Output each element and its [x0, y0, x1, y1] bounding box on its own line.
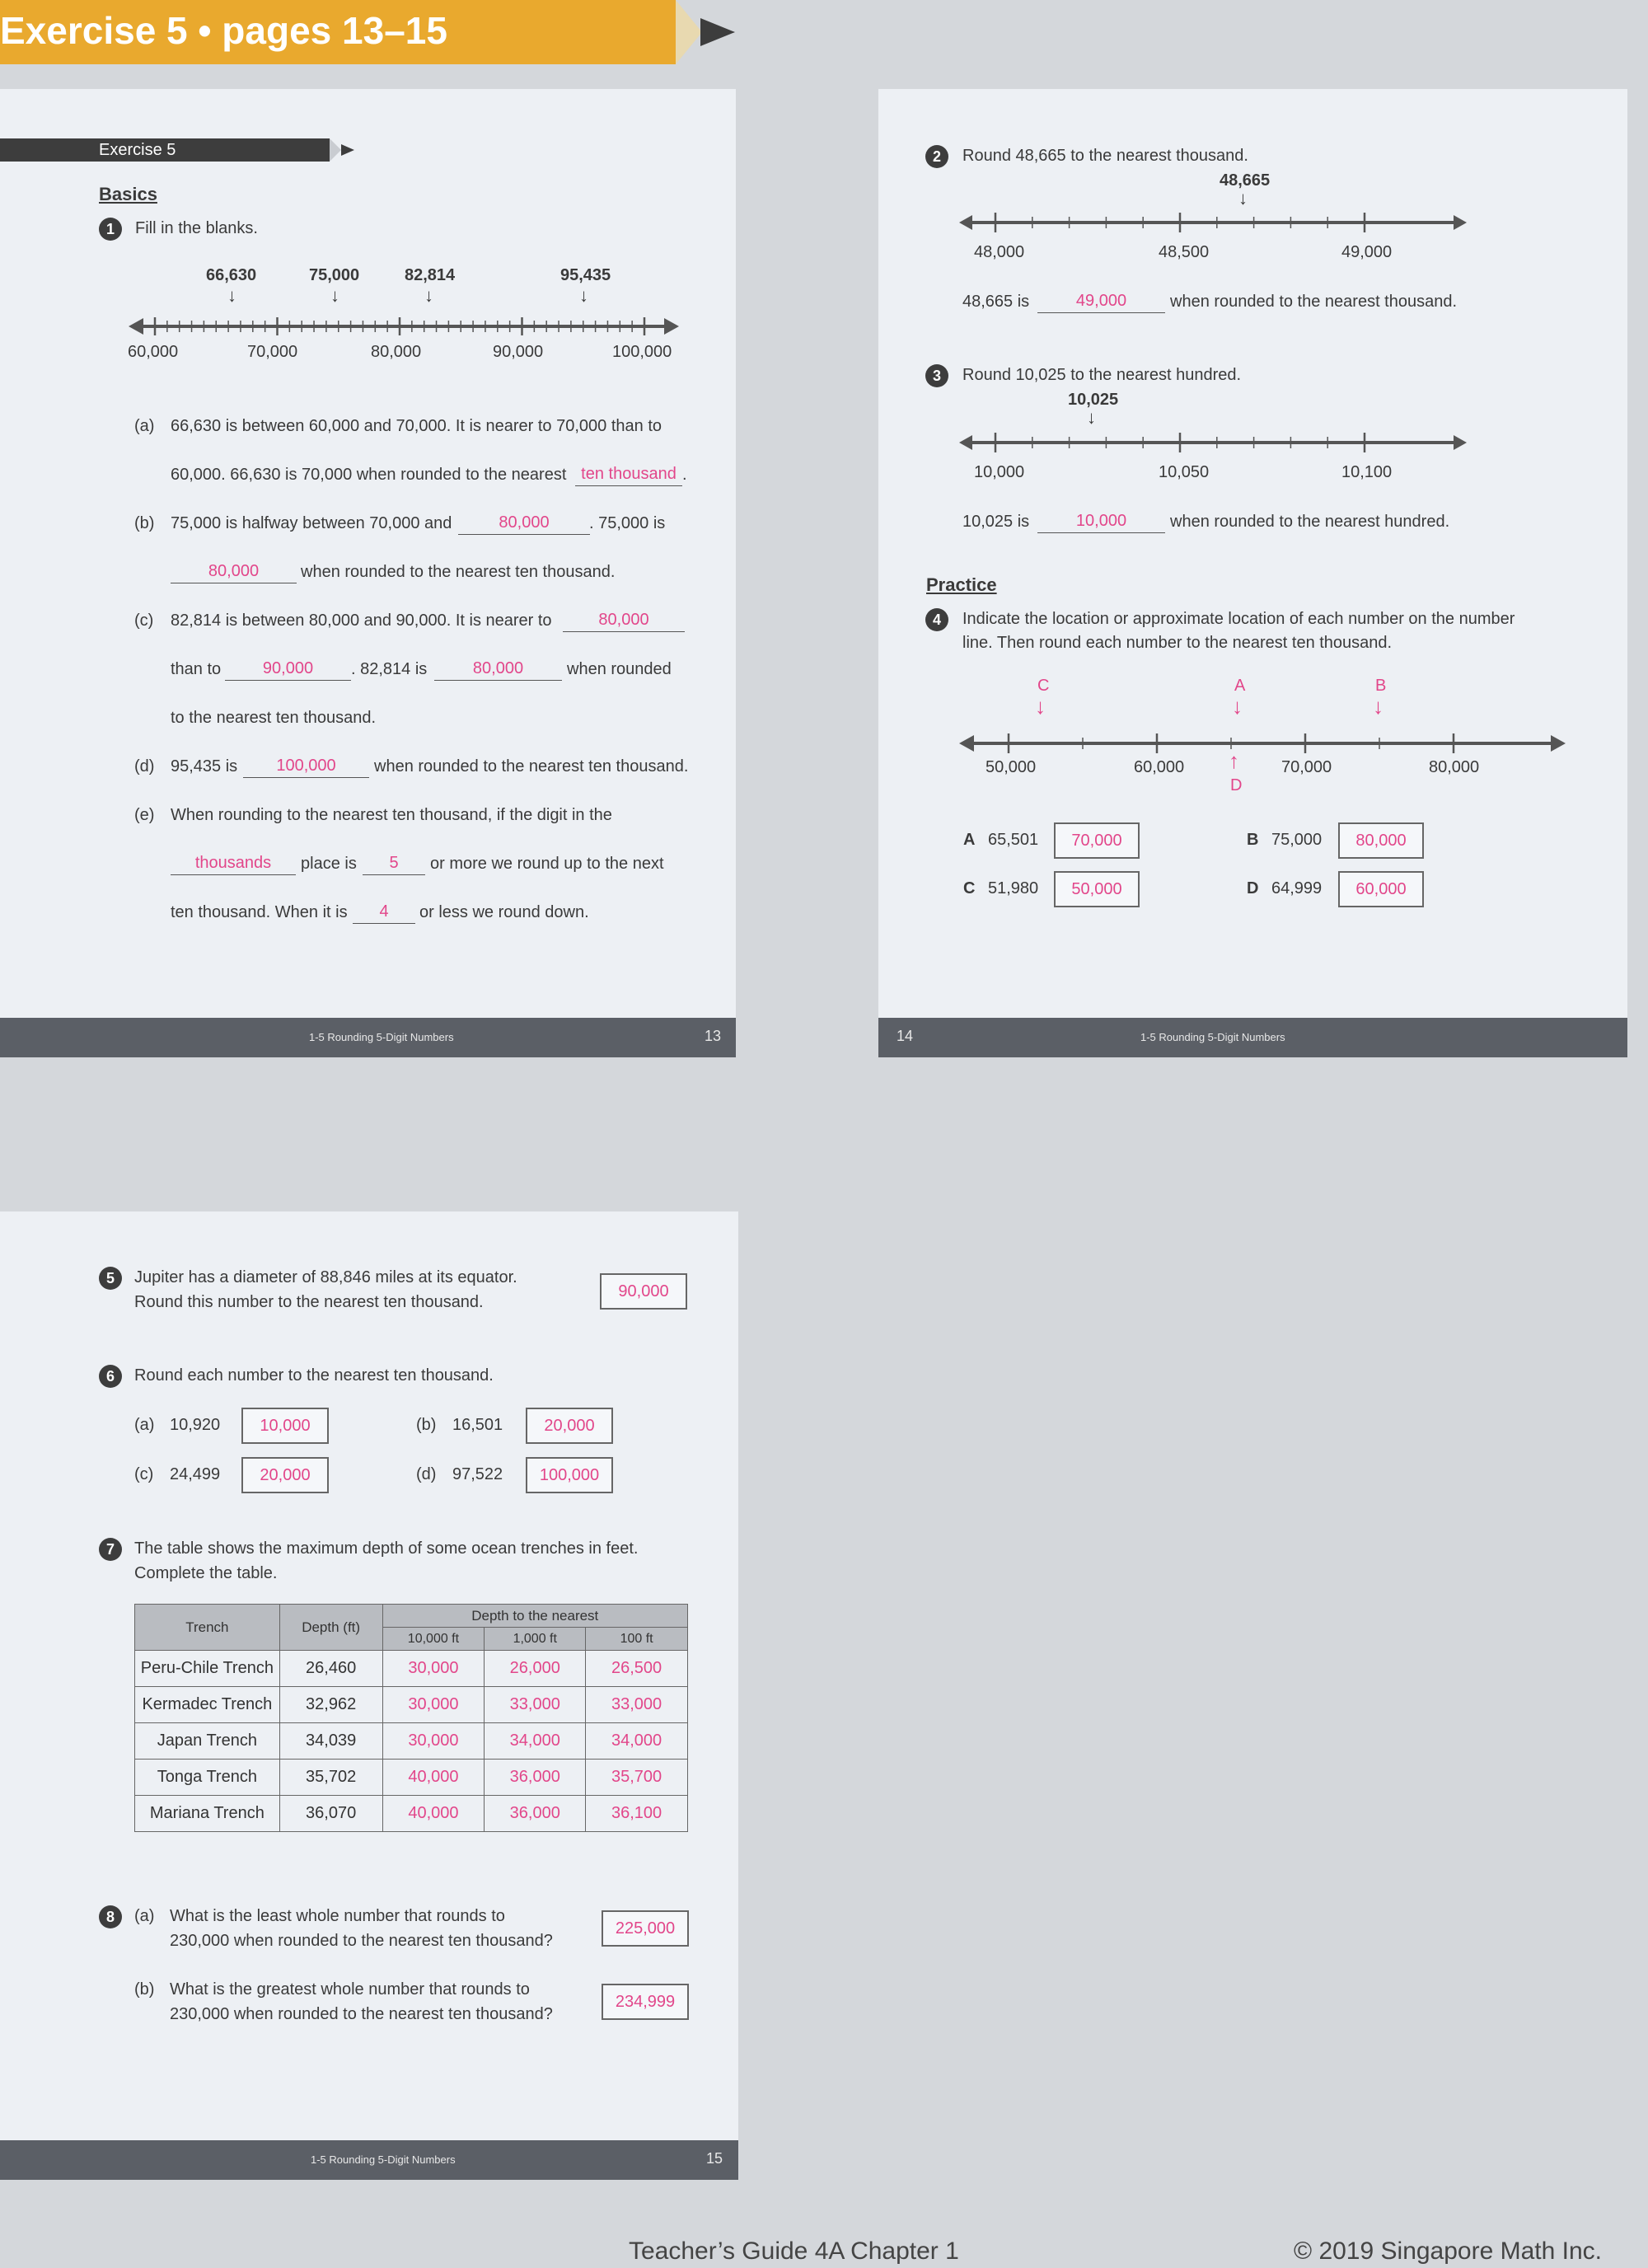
down-arrow-icon: ↓ [227, 285, 236, 306]
banner-pencil-point [700, 18, 735, 46]
q1b-post: when rounded to the nearest ten thousand. [301, 563, 616, 581]
q1b-answer-1: 80,000 [458, 513, 590, 535]
q8b-line1: What is the greatest whole number that rounds to [170, 1980, 530, 1999]
q4-tick-label: 60,000 [1134, 758, 1185, 776]
rounded-thousand: 33,000 [485, 1687, 586, 1723]
question-number-4: 4 [925, 608, 948, 631]
page-13 [0, 89, 736, 1057]
q4-item-answer-box: 60,000 [1338, 871, 1424, 907]
down-arrow-icon: ↓ [1238, 188, 1248, 209]
page-footer-text: 1-5 Rounding 5-Digit Numbers [311, 2153, 456, 2166]
page-number: 15 [706, 2150, 723, 2167]
q8b-label: (b) [134, 1980, 155, 1999]
column-subheader: 100 ft [586, 1628, 688, 1651]
q1-marker-label: 66,630 [206, 266, 257, 284]
q1e-line1: When rounding to the nearest ten thousand, if the digit in the [171, 806, 612, 824]
q2-prompt: Round 48,665 to the nearest thousand. [962, 147, 1248, 165]
q4-item-answer-box: 70,000 [1054, 822, 1140, 859]
exercise-tab-label: Exercise 5 [99, 141, 176, 159]
column-subheader: 10,000 ft [382, 1628, 485, 1651]
banner-title: Exercise 5 • pages 13–15 [0, 9, 447, 52]
table-row [135, 1723, 688, 1760]
rounded-ten-thousand: 40,000 [382, 1760, 485, 1796]
q7-line2: Complete the table. [134, 1564, 278, 1582]
q3-answer: 10,000 [1037, 511, 1165, 533]
q6-item-label: (c) [134, 1465, 154, 1483]
q5-line2: Round this number to the nearest ten thousand. [134, 1293, 484, 1311]
q2-pre: 48,665 is [962, 293, 1030, 311]
q1c-answer-3: 80,000 [434, 658, 562, 681]
q2-tick-label: 48,500 [1159, 243, 1210, 261]
trench-name: Japan Trench [135, 1723, 280, 1760]
q1-prompt: Fill in the blanks. [135, 219, 258, 237]
trench-name: Kermadec Trench [135, 1687, 280, 1723]
q6-answer-box: 20,000 [241, 1457, 329, 1493]
q6-answer-box: 10,000 [241, 1408, 329, 1444]
q6-item-value: 16,501 [452, 1416, 503, 1434]
down-arrow-icon: ↓ [579, 285, 588, 306]
q1-tick-label: 70,000 [247, 343, 298, 361]
page-footer-text: 1-5 Rounding 5-Digit Numbers [309, 1031, 454, 1043]
q1e-answer-2: 5 [363, 853, 425, 875]
rounded-hundred: 26,500 [586, 1651, 688, 1687]
rounded-ten-thousand: 30,000 [382, 1723, 485, 1760]
q8b-answer-box: 234,999 [602, 1984, 689, 2020]
q1c-pre: 82,814 is between 80,000 and 90,000. It is nearer to [171, 612, 552, 630]
q1-tick-label: 90,000 [493, 343, 544, 361]
rounded-ten-thousand: 30,000 [382, 1651, 485, 1687]
q1b-mid: . 75,000 is [589, 514, 666, 532]
q1e-pre3: ten thousand. When it is [171, 903, 348, 921]
down-arrow-icon: ↓ [330, 285, 339, 306]
q6-item-value: 24,499 [170, 1465, 221, 1483]
trench-depth: 32,962 [279, 1687, 382, 1723]
q3-pre: 10,025 is [962, 513, 1030, 531]
question-number-6: 6 [99, 1365, 122, 1388]
q6-prompt: Round each number to the nearest ten thousand. [134, 1366, 494, 1385]
trench-table [134, 1604, 688, 1832]
question-number-7: 7 [99, 1538, 122, 1561]
page-footer-bar [878, 1018, 1627, 1057]
q3-post: when rounded to the nearest hundred. [1170, 513, 1450, 531]
rounded-thousand: 26,000 [485, 1651, 586, 1687]
page-number: 13 [705, 1028, 722, 1044]
q2-tick-label: 49,000 [1341, 243, 1393, 261]
rounded-thousand: 36,000 [485, 1796, 586, 1832]
point-label-c: C [1037, 677, 1050, 695]
q1-marker-label: 95,435 [560, 266, 611, 284]
question-number-5: 5 [99, 1267, 122, 1290]
column-header-depth: Depth (ft) [279, 1605, 382, 1651]
q4-item-answer-box: 80,000 [1338, 822, 1424, 859]
q4-prompt-line1: Indicate the location or approximate location of each number on the number [962, 610, 1515, 628]
q1a-label: (a) [134, 417, 155, 435]
rounded-hundred: 33,000 [586, 1687, 688, 1723]
rounded-hundred: 36,100 [586, 1796, 688, 1832]
up-arrow-icon: ↑ [1229, 748, 1239, 773]
page-footer-bar [0, 2140, 738, 2180]
column-header-nearest: Depth to the nearest [382, 1605, 687, 1628]
rounded-hundred: 34,000 [586, 1723, 688, 1760]
table-row [135, 1651, 688, 1687]
q1e-post3: or less we round down. [419, 903, 589, 921]
q1e-label: (e) [134, 806, 155, 824]
exercise-tab-tip [330, 138, 341, 162]
q3-tick-label: 10,100 [1341, 463, 1393, 481]
q4-tick-label: 70,000 [1281, 758, 1332, 776]
question-number-2: 2 [925, 145, 948, 168]
section-heading-practice: Practice [926, 574, 997, 595]
q1b-pre: 75,000 is halfway between 70,000 and [171, 514, 452, 532]
q3-tick-label: 10,000 [974, 463, 1025, 481]
down-arrow-icon: ↓ [1373, 694, 1383, 719]
q1d-answer: 100,000 [243, 756, 369, 778]
down-arrow-icon: ↓ [1035, 694, 1046, 719]
trench-name: Mariana Trench [135, 1796, 280, 1832]
trench-depth: 36,070 [279, 1796, 382, 1832]
table-row [135, 1760, 688, 1796]
q8a-line1: What is the least whole number that rounds to [170, 1907, 505, 1925]
q2-marker-label: 48,665 [1220, 171, 1271, 190]
q1b-answer-2: 80,000 [171, 561, 297, 583]
rounded-hundred: 35,700 [586, 1760, 688, 1796]
q1e-answer-3: 4 [353, 902, 415, 924]
q4-item-value: 75,000 [1271, 831, 1323, 849]
q3-tick-label: 10,050 [1159, 463, 1210, 481]
q1a-line2: 60,000. 66,630 is 70,000 when rounded to the nearest [171, 466, 567, 484]
q4-prompt-line2: line. Then round each number to the nearest ten thousand. [962, 634, 1393, 652]
q1a-answer: ten thousand [575, 464, 682, 486]
q6-answer-box: 20,000 [526, 1408, 613, 1444]
down-arrow-icon: ↓ [1232, 694, 1243, 719]
q1b-label: (b) [134, 514, 155, 532]
column-subheader: 1,000 ft [485, 1628, 586, 1651]
q4-item-value: 65,501 [988, 831, 1039, 849]
q6-item-label: (b) [416, 1416, 437, 1434]
q6-item-label: (a) [134, 1416, 155, 1434]
question-number-8: 8 [99, 1905, 122, 1928]
q4-item-letter: C [963, 879, 976, 897]
q2-number-line [957, 204, 1468, 246]
exercise-tab-point [341, 144, 354, 156]
q1-marker-label: 82,814 [405, 266, 456, 284]
q8a-line2: 230,000 when rounded to the nearest ten thousand? [170, 1932, 553, 1950]
page-footer-text: 1-5 Rounding 5-Digit Numbers [1140, 1031, 1285, 1043]
q4-tick-label: 80,000 [1429, 758, 1480, 776]
q1c-than: than to [171, 660, 222, 678]
q6-item-value: 97,522 [452, 1465, 503, 1483]
q1c-answer-1: 80,000 [563, 610, 685, 632]
q1c-mid: . 82,814 is [351, 660, 428, 678]
down-arrow-icon: ↓ [424, 285, 433, 306]
trench-name: Tonga Trench [135, 1760, 280, 1796]
q4-item-value: 64,999 [1271, 879, 1323, 897]
trench-depth: 34,039 [279, 1723, 382, 1760]
rounded-ten-thousand: 30,000 [382, 1687, 485, 1723]
q4-tick-label: 50,000 [986, 758, 1037, 776]
q1d-pre: 95,435 is [171, 757, 238, 776]
q2-tick-label: 48,000 [974, 243, 1025, 261]
q1-tick-label: 80,000 [371, 343, 422, 361]
q5-answer-box: 90,000 [600, 1273, 687, 1310]
q4-item-value: 51,980 [988, 879, 1039, 897]
q1c-label: (c) [134, 612, 154, 630]
point-label-a: A [1234, 677, 1246, 695]
q3-prompt: Round 10,025 to the nearest hundred. [962, 366, 1242, 384]
q5-line1: Jupiter has a diameter of 88,846 miles at its equator. [134, 1268, 517, 1286]
banner-pencil-tip [676, 0, 702, 64]
question-number-3: 3 [925, 364, 948, 387]
q1e-mid2: or more we round up to the next [430, 855, 664, 873]
table-row [135, 1796, 688, 1832]
q7-line1: The table shows the maximum depth of some ocean trenches in feet. [134, 1539, 639, 1558]
q1e-answer-1: thousands [171, 853, 296, 875]
trench-depth: 26,460 [279, 1651, 382, 1687]
q3-marker-label: 10,025 [1068, 391, 1119, 409]
q1a-period: . [682, 466, 687, 484]
q2-post: when rounded to the nearest thousand. [1170, 293, 1458, 311]
page-15 [0, 1211, 738, 2180]
q3-number-line [957, 424, 1468, 466]
q1c-post: when rounded [567, 660, 672, 678]
exercise-tab [0, 138, 330, 162]
table-row [135, 1687, 688, 1723]
page-footer-bar [0, 1018, 736, 1057]
q1c-answer-2: 90,000 [225, 658, 351, 681]
q1c-line3: to the nearest ten thousand. [171, 709, 377, 727]
rounded-ten-thousand: 40,000 [382, 1796, 485, 1832]
exercise-banner [0, 0, 676, 64]
book-footer-title: Teacher’s Guide 4A Chapter 1 [629, 2238, 959, 2265]
section-heading-basics: Basics [99, 184, 157, 204]
q8a-answer-box: 225,000 [602, 1910, 689, 1947]
q1-marker-label: 75,000 [309, 266, 360, 284]
q1e-mid1: place is [301, 855, 357, 873]
q6-item-value: 10,920 [170, 1416, 221, 1434]
q4-item-letter: A [963, 831, 976, 849]
page-14 [878, 89, 1627, 1057]
question-number-1: 1 [99, 218, 122, 241]
rounded-thousand: 34,000 [485, 1723, 586, 1760]
q1d-post: when rounded to the nearest ten thousand. [374, 757, 689, 776]
book-footer-copyright: © 2019 Singapore Math Inc. [1294, 2238, 1603, 2265]
q8b-line2: 230,000 when rounded to the nearest ten thousand? [170, 2005, 553, 2023]
trench-name: Peru-Chile Trench [135, 1651, 280, 1687]
rounded-thousand: 36,000 [485, 1760, 586, 1796]
q8a-label: (a) [134, 1907, 155, 1925]
q1-tick-label: 100,000 [612, 343, 672, 361]
point-label-d: D [1230, 776, 1243, 794]
q2-answer: 49,000 [1037, 291, 1165, 313]
trench-depth: 35,702 [279, 1760, 382, 1796]
q1a-line1: 66,630 is between 60,000 and 70,000. It is nearer to 70,000 than to [171, 417, 662, 435]
q1d-label: (d) [134, 757, 155, 776]
down-arrow-icon: ↓ [1087, 407, 1096, 428]
point-label-b: B [1375, 677, 1387, 695]
q4-item-letter: D [1247, 879, 1259, 897]
q6-answer-box: 100,000 [526, 1457, 613, 1493]
column-header-trench: Trench [135, 1605, 280, 1651]
q1-tick-label: 60,000 [128, 343, 179, 361]
q4-item-letter: B [1247, 831, 1259, 849]
q4-item-answer-box: 50,000 [1054, 871, 1140, 907]
page-number: 14 [897, 1028, 914, 1044]
q6-item-label: (d) [416, 1465, 437, 1483]
